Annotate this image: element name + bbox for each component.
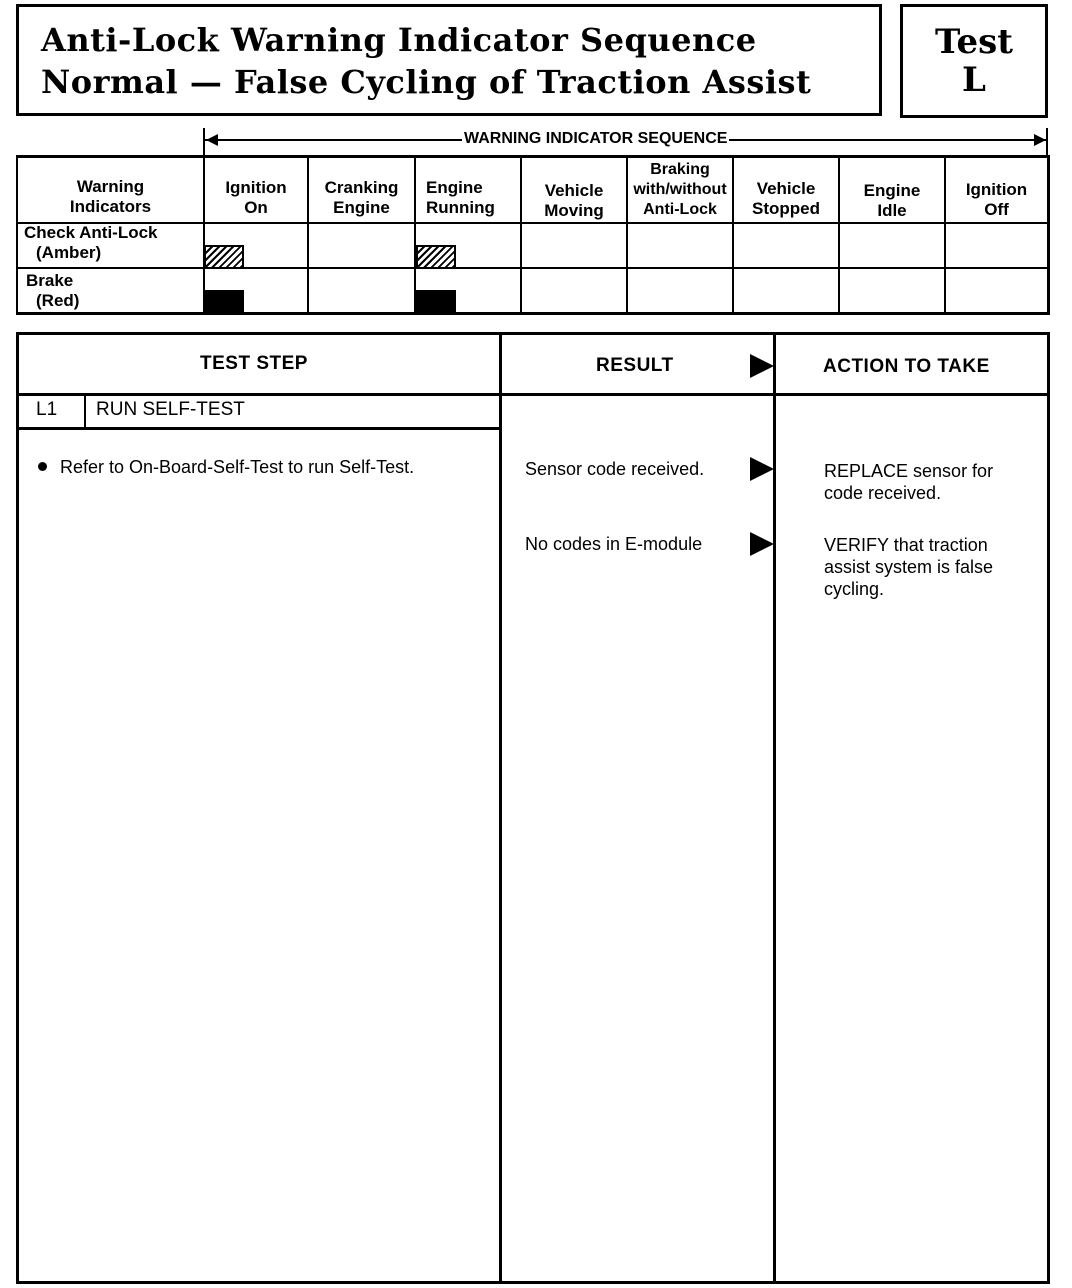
sequence-banner-tick-left (203, 128, 205, 156)
header-engine-idle-line2: Idle (877, 201, 907, 220)
row-label-amber: (Amber) (36, 243, 102, 262)
header-divider (16, 393, 1050, 396)
step-instruction: Refer to On-Board-Self-Test to run Self-Test. (60, 457, 415, 477)
header-engine-running-line2: Running (426, 198, 495, 217)
header-vehicle-stopped-line2: Stopped (752, 199, 820, 218)
row-label-brake-line1: Brake (26, 271, 74, 290)
test-letter: L (962, 60, 986, 100)
row-label-check-anti-lock-line1: Check Anti-Lock (24, 223, 158, 242)
bullet-icon (38, 462, 47, 471)
result-1-arrow-icon (750, 457, 774, 481)
header-braking-line2: with/without (633, 181, 727, 198)
test-id-box (900, 4, 1048, 118)
action-1-line1: REPLACE sensor for (824, 461, 994, 481)
header-vehicle-stopped-line1: Vehicle (756, 179, 816, 198)
action-2-line2: assist system is false (824, 557, 994, 577)
amber-indicator-engine-running (416, 245, 456, 267)
header-ignition-off-line1: Ignition (965, 180, 1028, 199)
result-2-arrow-icon (750, 532, 774, 556)
red-indicator-ignition-on (204, 290, 244, 312)
header-braking-line3: Anti-Lock (643, 201, 717, 218)
grid-top (16, 155, 1050, 158)
header-vehicle-moving-line1: Vehicle (544, 181, 604, 200)
row-label-check-anti-lock (24, 223, 158, 263)
action-2-line3: cycling. (824, 579, 885, 599)
header-ignition-on (205, 178, 307, 218)
header-result: RESULT (596, 355, 674, 376)
step-title-divider (16, 427, 502, 430)
title-box (16, 4, 882, 116)
amber-indicator-ignition-on (204, 245, 244, 267)
title-line-1: Anti-Lock Warning Indicator Sequence (41, 21, 757, 59)
header-vehicle-moving-line2: Moving (544, 201, 604, 220)
header-vehicle-stopped (734, 179, 838, 219)
header-engine-running (416, 178, 522, 218)
row-label-red: (Red) (36, 291, 80, 310)
header-cranking-line2: Engine (333, 198, 390, 217)
header-warning-line2: Indicators (69, 197, 152, 216)
header-ignition-off (946, 180, 1047, 220)
header-ignition-on-line1: Ignition (225, 178, 287, 197)
result-1: Sensor code received. (525, 459, 705, 479)
header-test-step: TEST STEP (200, 353, 308, 374)
step-title: RUN SELF-TEST (96, 399, 245, 420)
red-indicator-engine-running (416, 290, 456, 312)
step-id-divider (84, 394, 86, 429)
grid-header-bottom (16, 222, 1050, 224)
result-header-arrow-icon (750, 354, 774, 378)
row-label-brake (26, 271, 79, 311)
grid-col-6 (838, 155, 840, 315)
header-braking (628, 160, 732, 220)
test-label: Test (935, 22, 1013, 62)
header-cranking-line1: Cranking (324, 178, 399, 197)
sequence-banner: WARNING INDICATOR SEQUENCE (464, 130, 728, 147)
header-ignition-off-line2: Off (984, 200, 1009, 219)
action-1-line2: code received. (824, 483, 942, 503)
grid-row-divider (16, 267, 1050, 269)
header-engine-idle (840, 181, 944, 221)
grid-col-7 (944, 155, 946, 315)
header-warning-line1: Warning (76, 177, 145, 196)
divider-step-result (499, 332, 502, 1284)
header-warning-indicators (18, 177, 203, 217)
sequence-arrow-right-icon (1034, 134, 1046, 146)
header-action-to-take: ACTION TO TAKE (823, 356, 990, 377)
header-vehicle-moving (522, 181, 626, 221)
header-engine-idle-line1: Engine (863, 181, 921, 200)
action-2 (824, 534, 993, 600)
grid-right (1047, 155, 1050, 315)
header-cranking-engine (309, 178, 414, 218)
title-line-2: Normal — False Cycling of Traction Assist (41, 63, 812, 101)
grid-bottom (16, 312, 1050, 315)
sequence-banner-tick-right (1046, 128, 1048, 156)
action-2-line1: VERIFY that traction (824, 535, 988, 555)
header-ignition-on-line2: On (244, 198, 268, 217)
result-2: No codes in E-module (525, 534, 703, 554)
sequence-arrow-left-icon (206, 134, 218, 146)
header-braking-line1: Braking (650, 161, 710, 178)
header-engine-running-line1: Engine (426, 178, 483, 197)
action-1 (824, 460, 993, 504)
step-id: L1 (36, 399, 58, 420)
